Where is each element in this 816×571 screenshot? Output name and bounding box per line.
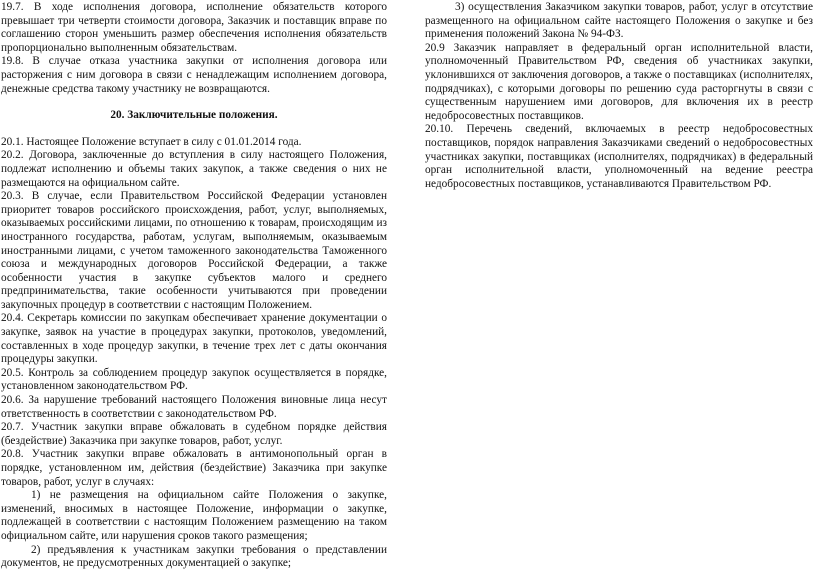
paragraph-20-2: 20.2. Договора, заключенные до вступления в силу настоящего Положения, подлежат исполнению и объемы таких закупок, а также сведения о них не размещаются на официальном сайте. <box>1 149 387 189</box>
right-column <box>425 1 813 191</box>
paragraph-19-7: 19.7. В ходе исполнения договора, исполнение обязательств которого превышает три четверти стоимости договора, Заказчик и поставщик вправе по соглашению сторон уменьшить размер обеспечения исполнения обязательств пропорционально выполненным обязательствам. <box>1 1 387 54</box>
paragraph-20-9: 20.9 Заказчик направляет в федеральный орган исполнительной власти, уполномоченный Правительством РФ, сведения об участниках закупки, уклонившихся от заключения договоров, а также о поставщиках (исполнителях, подрядчиках), с которыми договоры по решению суда расторгнуты в связи с существенным нарушением ими договоров, для включения их в реестр недобросовестных поставщиков. <box>425 41 813 122</box>
paragraph-19-8: 19.8. В случае отказа участника закупки от исполнения договора или расторжения с ним договора в связи с ненадлежащим исполнением договора, денежные средства такому участнику не возвращаются. <box>1 55 387 95</box>
paragraph-20-3: 20.3. В случае, если Правительством Российской Федерации установлен приоритет товаров российского происхождения, работ, услуг, выполняемых, оказываемых российскими лицами, по отношению к товарам, происходящим из иностранного государства, работам, услугам, выполняемым, оказываемым иностранными лицами, с учетом таможенного законодательства Таможенного союза и международных договоров Российской Федерации, а также особенности участия в закупке субъектов малого и среднего предпринимательства, такие особенности учитываются при проведении закупочных процедур в соответствии с настоящим Положением. <box>1 190 387 311</box>
list-item-3: 3) осуществления Заказчиком закупки товаров, работ, услуг в отсутствие размещенного на официальном сайте настоящего Положения о закупке и без применения положений Закона № 94-ФЗ. <box>425 1 813 41</box>
paragraph-20-8: 20.8. Участник закупки вправе обжаловать в антимонопольный орган в порядке, установленном им, действия (бездействие) Заказчика при закупке товаров, работ, услуг в случаях: <box>1 448 387 488</box>
section-heading-20: 20. Заключительные положения. <box>110 109 278 122</box>
paragraph-20-5: 20.5. Контроль за соблюдением процедур закупок осуществляется в порядке, установленном законодательством РФ. <box>1 366 387 393</box>
left-column <box>1 1 387 571</box>
paragraph-20-7: 20.7. Участник закупки вправе обжаловать в судебном порядке действия (бездействие) Заказчика при закупке товаров, работ, услуг. <box>1 421 387 447</box>
paragraph-20-1: 20.1. Настоящее Положение вступает в силу с 01.01.2014 года. <box>1 135 302 148</box>
list-item-2: 2) предъявления к участникам закупки требования о представлении документов, не предусмотренных документацией о закупке; <box>1 543 387 570</box>
paragraph-20-4: 20.4. Секретарь комиссии по закупкам обеспечивает хранение документации о закупке, заявок на участие в процедурах закупки, протоколов, уведомлений, составленных в ходе процедур закупки, в течение трех лет с даты окончания процедуры закупки. <box>1 312 387 366</box>
list-item-1: 1) не размещения на официальном сайте Положения о закупке, изменений, вносимых в настоящее Положение, информации о закупке, подлежащей в соответствии с настоящим Положением размещению на таком официальном сайте, или нарушения сроков такого размещения; <box>1 489 387 542</box>
paragraph-20-6: 20.6. За нарушение требований настоящего Положения виновные лица несут ответственность в соответствии с законодательством РФ. <box>1 394 387 420</box>
paragraph-20-10: 20.10. Перечень сведений, включаемых в реестр недобросовестных поставщиков, порядок направления Заказчиками сведений о недобросовестных участниках закупки, поставщиках (исполнителях, подрядчиках) в федеральный орган исполнительной власти, уполномоченный на ведение реестра недобросовестных поставщиков, устанавливаются Правительством РФ. <box>425 123 813 190</box>
